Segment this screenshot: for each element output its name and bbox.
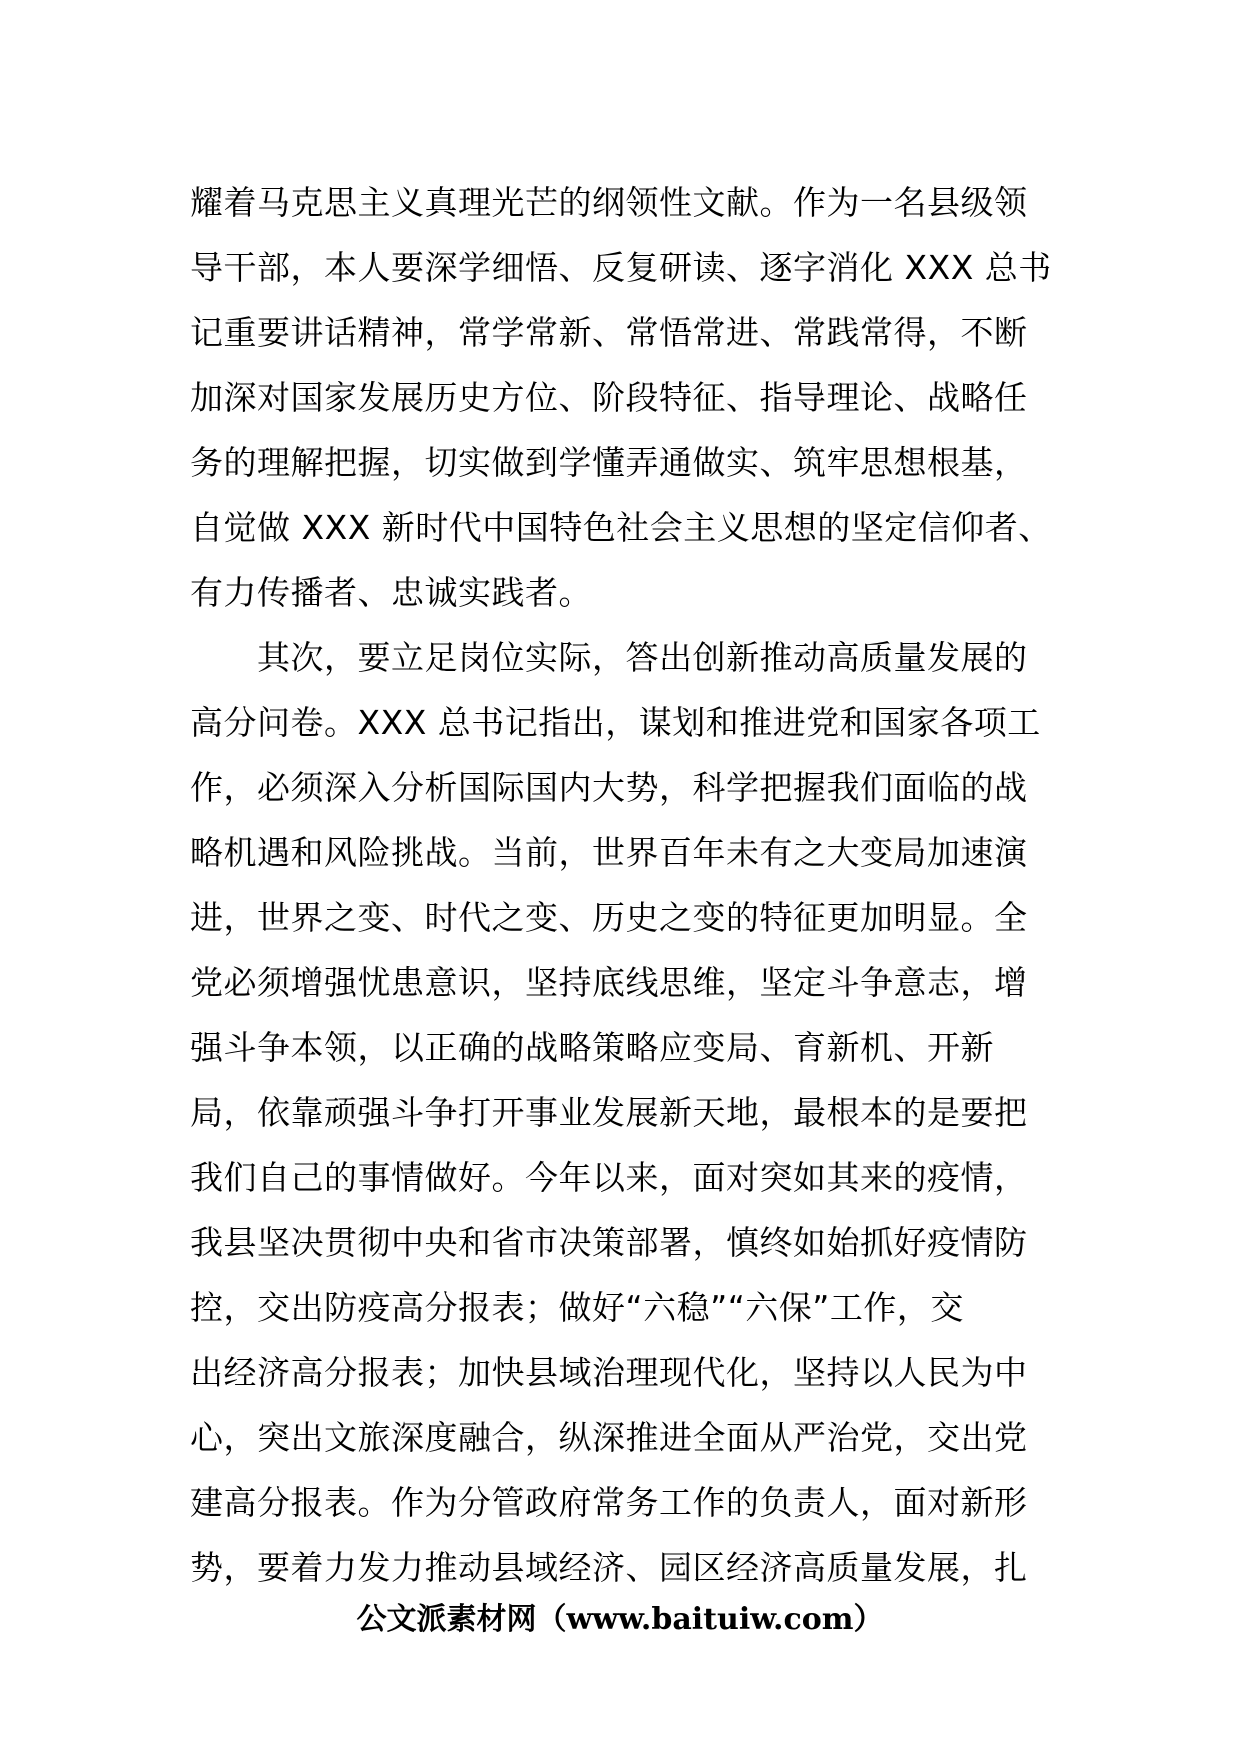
text-line: 强斗争本领，以正确的战略策略应变局、育新机、开新 [190,1028,994,1067]
text-line: 加深对国家发展历史方位、阶段特征、指导理论、战略任 [190,378,1028,417]
text-line: 有力传播者、忠诚实践者。 [190,573,592,612]
text-line: 局，依靠顽强斗争打开事业发展新天地，最根本的是要把 [190,1093,1028,1132]
page-footer: 公文派素材网（www.baituiw.com） [356,1602,884,1637]
text-line: 势，要着力发力推动县域经济、园区经济高质量发展，扎 [190,1548,1028,1587]
text-line: 略机遇和风险挑战。当前，世界百年未有之大变局加速演 [190,833,1028,872]
text-line: 心，突出文旅深度融合，纵深推进全面从严治党，交出党 [190,1418,1028,1457]
text-line: 耀着马克思主义真理光芒的纲领性文献。作为一名县级领 [190,183,1028,222]
text-line: 自觉做 XXX 新时代中国特色社会主义思想的坚定信仰者、 [190,508,1052,547]
body-text [190,170,1060,1600]
text-line: 出经济高分报表；加快县域治理现代化，坚持以人民为中 [190,1353,1028,1392]
text-line: 导干部，本人要深学细悟、反复研读、逐字消化 XXX 总书 [190,248,1052,287]
text-line: 作，必须深入分析国际国内大势，科学把握我们面临的战 [190,768,1028,807]
text-line: 我们自己的事情做好。今年以来，面对突如其来的疫情， [190,1158,1028,1197]
text-line: 我县坚决贯彻中央和省市决策部署，慎终如始抓好疫情防 [190,1223,1028,1262]
text-line: 记重要讲话精神，常学常新、常悟常进、常践常得，不断 [190,313,1028,352]
text-line: 务的理解把握，切实做到学懂弄通做实、筑牢思想根基， [190,443,1028,482]
text-line: 党必须增强忧患意识，坚持底线思维，坚定斗争意志，增 [190,963,1028,1002]
text-line: 进，世界之变、时代之变、历史之变的特征更加明显。全 [190,898,1028,937]
paragraph-start-line: 其次，要立足岗位实际，答出创新推动高质量发展的 [190,638,1028,677]
text-line: 建高分报表。作为分管政府常务工作的负责人，面对新形 [190,1483,1028,1522]
text-line: 控，交出防疫高分报表；做好“六稳”“六保”工作，交 [190,1288,964,1327]
text-line: 高分问卷。XXX 总书记指出，谋划和推进党和国家各项工 [190,703,1041,742]
